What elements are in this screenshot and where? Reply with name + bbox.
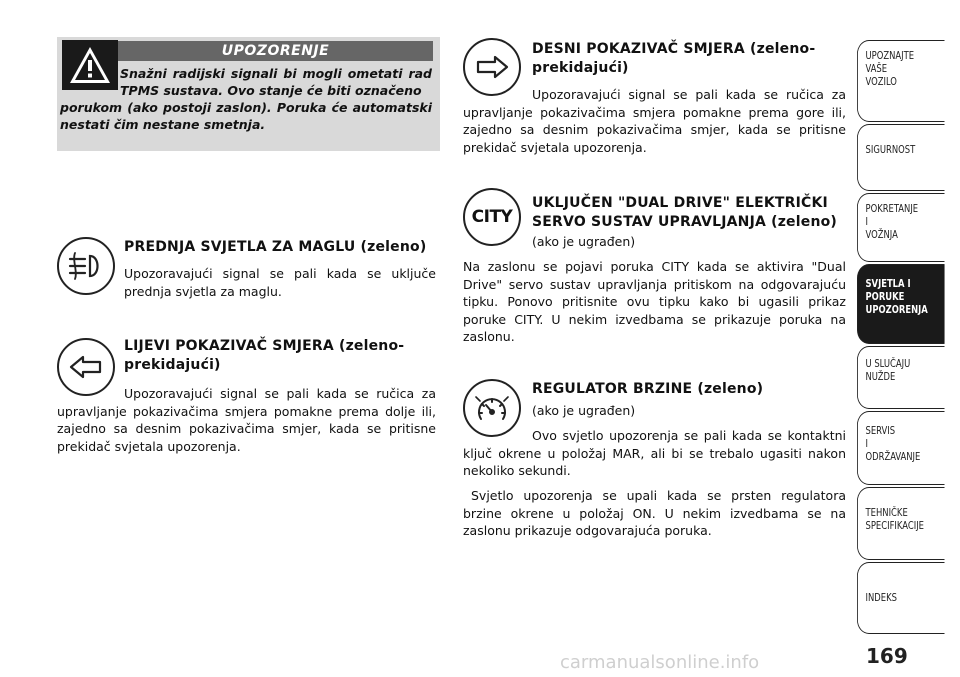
right-indicator-body: Upozoravajući signal se pali kada se ručica za upravljanje pokazivačima smjera pomakne prema gore ili, zajedno sa desnim pokazivačima smjer, kada se pritisne prekidač svjetala upozorenja. bbox=[463, 87, 846, 155]
sidebar-tab-pokretanje[interactable]: POKRETANJE I VOŽNJA bbox=[857, 193, 945, 262]
cruise-control-body-1: Ovo svjetlo upozorenja se pali kada se kontaktni ključ okrene u položaj MAR, ali bi se trebalo ugasiti nakon nekoliko sekundi. bbox=[463, 428, 846, 478]
sidebar-tab-indeks[interactable]: INDEKS bbox=[857, 562, 945, 634]
city-icon bbox=[463, 188, 521, 246]
cruise-control-title: REGULATOR BRZINE (zeleno) bbox=[532, 381, 764, 397]
sidebar-tab-u-slucaju-nuzde[interactable]: U SLUČAJU NUŽDE bbox=[857, 346, 945, 409]
left-indicator-title: LIJEVI POKAZIVAČ SMJERA (zeleno-prekidajući) bbox=[124, 338, 405, 373]
sidebar-tab-servis[interactable]: SERVIS I ODRŽAVANJE bbox=[857, 411, 945, 485]
warning-text: Snažni radijski signali bi mogli ometati rad TPMS sustava. Ovo stanje će biti označeno bbox=[120, 66, 432, 98]
warning-header: UPOZORENJE bbox=[118, 41, 433, 61]
right-indicator-title: DESNI POKAZIVAČ SMJERA (zeleno-prekidajući) bbox=[532, 41, 816, 76]
dual-drive-subtitle: (ako je ugrađen) bbox=[532, 234, 636, 249]
warning-triangle-icon bbox=[62, 40, 118, 90]
sidebar-tab-upoznajte[interactable]: UPOZNAJTE VAŠE VOZILO bbox=[857, 40, 945, 122]
warning-text-continued: porukom (ako postoji zaslon). Poruka će automatski nestati čim nestane smetnja. bbox=[60, 100, 432, 132]
page-number: 169 bbox=[866, 644, 908, 668]
city-icon-label: CITY bbox=[471, 207, 513, 227]
fog-light-body: Upozoravajući signal se pali kada se uključe prednja svjetla za maglu. bbox=[124, 266, 436, 299]
cruise-control-subtitle: (ako je ugrađen) bbox=[532, 403, 636, 418]
fog-light-title: PREDNJA SVJETLA ZA MAGLU (zeleno) bbox=[124, 239, 427, 255]
left-indicator-body: Upozoravajući signal se pali kada se ručica za upravljanje pokazivačima smjera pomakne prema dolje ili, zajedno sa desnim pokazivačima smjer, kada se pritisne prekidač svjetala upozorenja. bbox=[57, 386, 436, 454]
sidebar-tab-tehnicke[interactable]: TEHNIČKE SPECIFIKACIJE bbox=[857, 487, 945, 560]
footer-watermark: carmanualsonline.info bbox=[560, 652, 760, 673]
dual-drive-body: Na zaslonu se pojavi poruka CITY kada se aktivira "Dual Drive" servo sustav upravljanja pritiskom na odgovarajuću tipku. Ponovo pritisnite ovu tipku kako bi ugasili prikaz poruke CITY. U nekim izvedbama se prikazuje poruka na zaslonu. bbox=[463, 259, 846, 344]
cruise-control-body-2: Svjetlo upozorenja se upali kada se prsten regulatora brzine okrene u položaj ON. U nekim izvedbama se na zaslonu prikazuje odgovarajuća poruka. bbox=[463, 488, 846, 538]
front-fog-light-icon bbox=[57, 237, 115, 295]
dual-drive-title: UKLJUČEN "DUAL DRIVE" ELEKTRIČKI SERVO SUSTAV UPRAVLJANJA (zeleno) bbox=[532, 195, 838, 230]
sidebar-tab-svjetla[interactable]: SVJETLA I PORUKE UPOZORENJA bbox=[857, 264, 945, 344]
sidebar-tab-sigurnost[interactable]: SIGURNOST bbox=[857, 124, 945, 191]
